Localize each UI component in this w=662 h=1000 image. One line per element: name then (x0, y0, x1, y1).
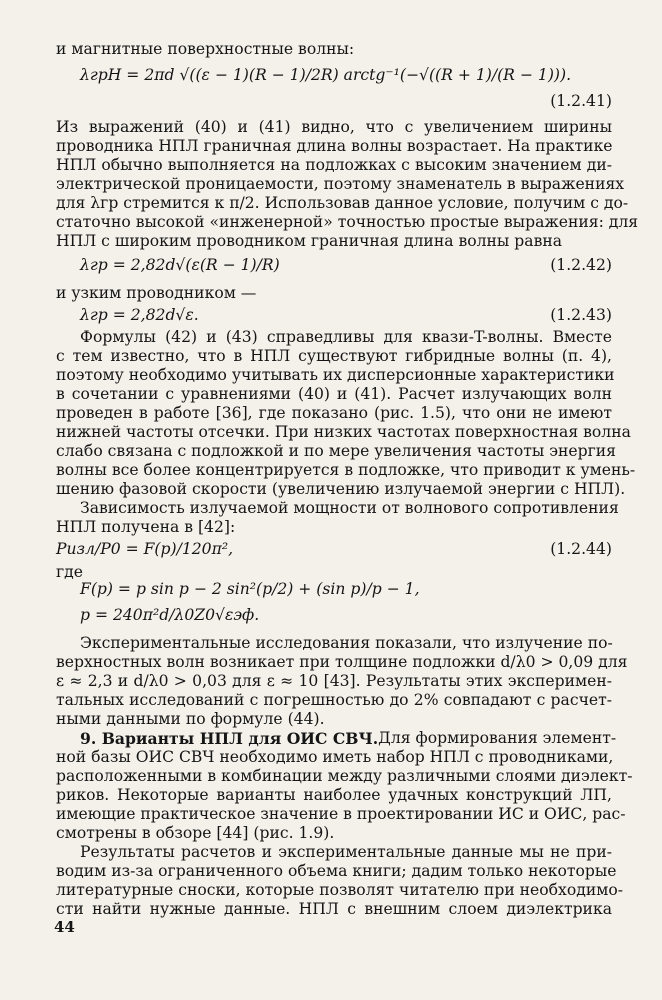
formula-1-2-44: Pизл/P0 = F(p)/120π², (56, 540, 234, 558)
text-line: электрической проницаемости, поэтому знаменатель в выражениях (56, 175, 625, 193)
text-line: верхностных волн возникает при толщине подложки d/λ0 > 0,09 для (56, 653, 628, 671)
formula-1-2-42: λгр = 2,82d√(ε(R − 1)/R) (80, 256, 280, 274)
text-line: Зависимость излучаемой мощности от волнового сопротивления (80, 499, 619, 517)
text-line: Экспериментальные исследования показали, что излучение по- (80, 634, 613, 652)
text-line: где (56, 563, 83, 581)
text-line: для λгр стремится к π/2. Использовав данное условие, получим с до- (56, 194, 629, 212)
equation-number: (1.2.42) (550, 256, 612, 274)
text-line: литературные сноски, которые позволят читателю при необходимо- (56, 881, 624, 899)
text-line: в сочетании с уравнениями (40) и (41). Расчет излучающих волн (56, 385, 612, 403)
text-line: смотрены в обзоре [44] (рис. 1.9). (56, 824, 335, 842)
text-line: проведен в работе [36], где показано (рис. 1.5), что они не имеют (56, 404, 612, 422)
text-line: и магнитные поверхностные волны: (56, 40, 355, 58)
formula-1-2-41: λгрH = 2πd √((ε − 1)(R − 1)/2R) arctg⁻¹(−√((R + 1)/(R − 1))). (80, 66, 572, 84)
text-line: и узким проводником — (56, 284, 257, 302)
text-line: статочно высокой «инженерной» точностью простые выражения: для (56, 213, 639, 231)
text-line: НПЛ получена в [42]: (56, 518, 236, 536)
formula-1-2-43: λгр = 2,82d√ε. (80, 306, 199, 324)
text-line: Из выражений (40) и (41) видно, что с увеличением ширины (56, 118, 612, 136)
text-line: имеющие практическое значение в проектировании ИС и ОИС, рас- (56, 805, 626, 823)
text-line: Формулы (42) и (43) справедливы для квази-T-волны. Вместе (80, 328, 612, 346)
text-line: проводника НПЛ граничная длина волны возрастает. На практике (56, 137, 613, 155)
section-heading: 9. Варианты НПЛ для ОИС СВЧ. (80, 729, 379, 748)
text-line: ной базы ОИС СВЧ необходимо иметь набор НПЛ с проводниками, (56, 748, 614, 766)
text-line: слабо связана с подложкой и по мере увеличения частоты энергия (56, 442, 616, 460)
text-line: поэтому необходимо учитывать их дисперсионные характеристики (56, 366, 615, 384)
text-span: Для формирования элемент- (378, 729, 617, 747)
text-line: НПЛ с широким проводником граничная длина волны равна (56, 232, 563, 250)
equation-number: (1.2.41) (550, 92, 612, 110)
section-9-line (80, 729, 617, 748)
text-line: водим из-за ограниченного объема книги; дадим только некоторые (56, 862, 617, 880)
text-line: НПЛ обычно выполняется на подложках с высоким значением ди- (56, 156, 612, 174)
text-line: волны все более концентрируется в подложке, что приводит к умень- (56, 461, 636, 479)
text-line: риков. Некоторые варианты наиболее удачных конструкций ЛП, (56, 786, 612, 804)
text-line: тальных исследований с погрешностью до 2% совпадают с расчет- (56, 691, 612, 709)
text-line: с тем известно, что в НПЛ существуют гибридные волны (п. 4), (56, 347, 612, 365)
equation-number: (1.2.43) (550, 306, 612, 324)
text-line: Результаты расчетов и экспериментальные данные мы не при- (80, 843, 612, 861)
text-line: сти найти нужные данные. НПЛ с внешним слоем диэлектрика (56, 900, 612, 918)
text-line: нижней частоты отсечки. При низких частотах поверхностная волна (56, 423, 631, 441)
equation-number: (1.2.44) (550, 540, 612, 558)
text-line: ными данными по формуле (44). (56, 710, 325, 728)
text-line: ε ≈ 2,3 и d/λ0 > 0,03 для ε ≈ 10 [43]. Результаты этих эксперимен- (56, 672, 612, 690)
text-line: шению фазовой скорости (увеличению излучаемой энергии с НПЛ). (56, 480, 626, 498)
formula-F-p: F(p) = p sin p − 2 sin²(p/2) + (sin p)/p − 1, (80, 580, 420, 598)
formula-p: p = 240π²d/λ0Z0√εэф. (80, 606, 260, 624)
text-line: расположенными в комбинации между различными слоями диэлект- (56, 767, 633, 785)
page-number: 44 (54, 918, 75, 936)
